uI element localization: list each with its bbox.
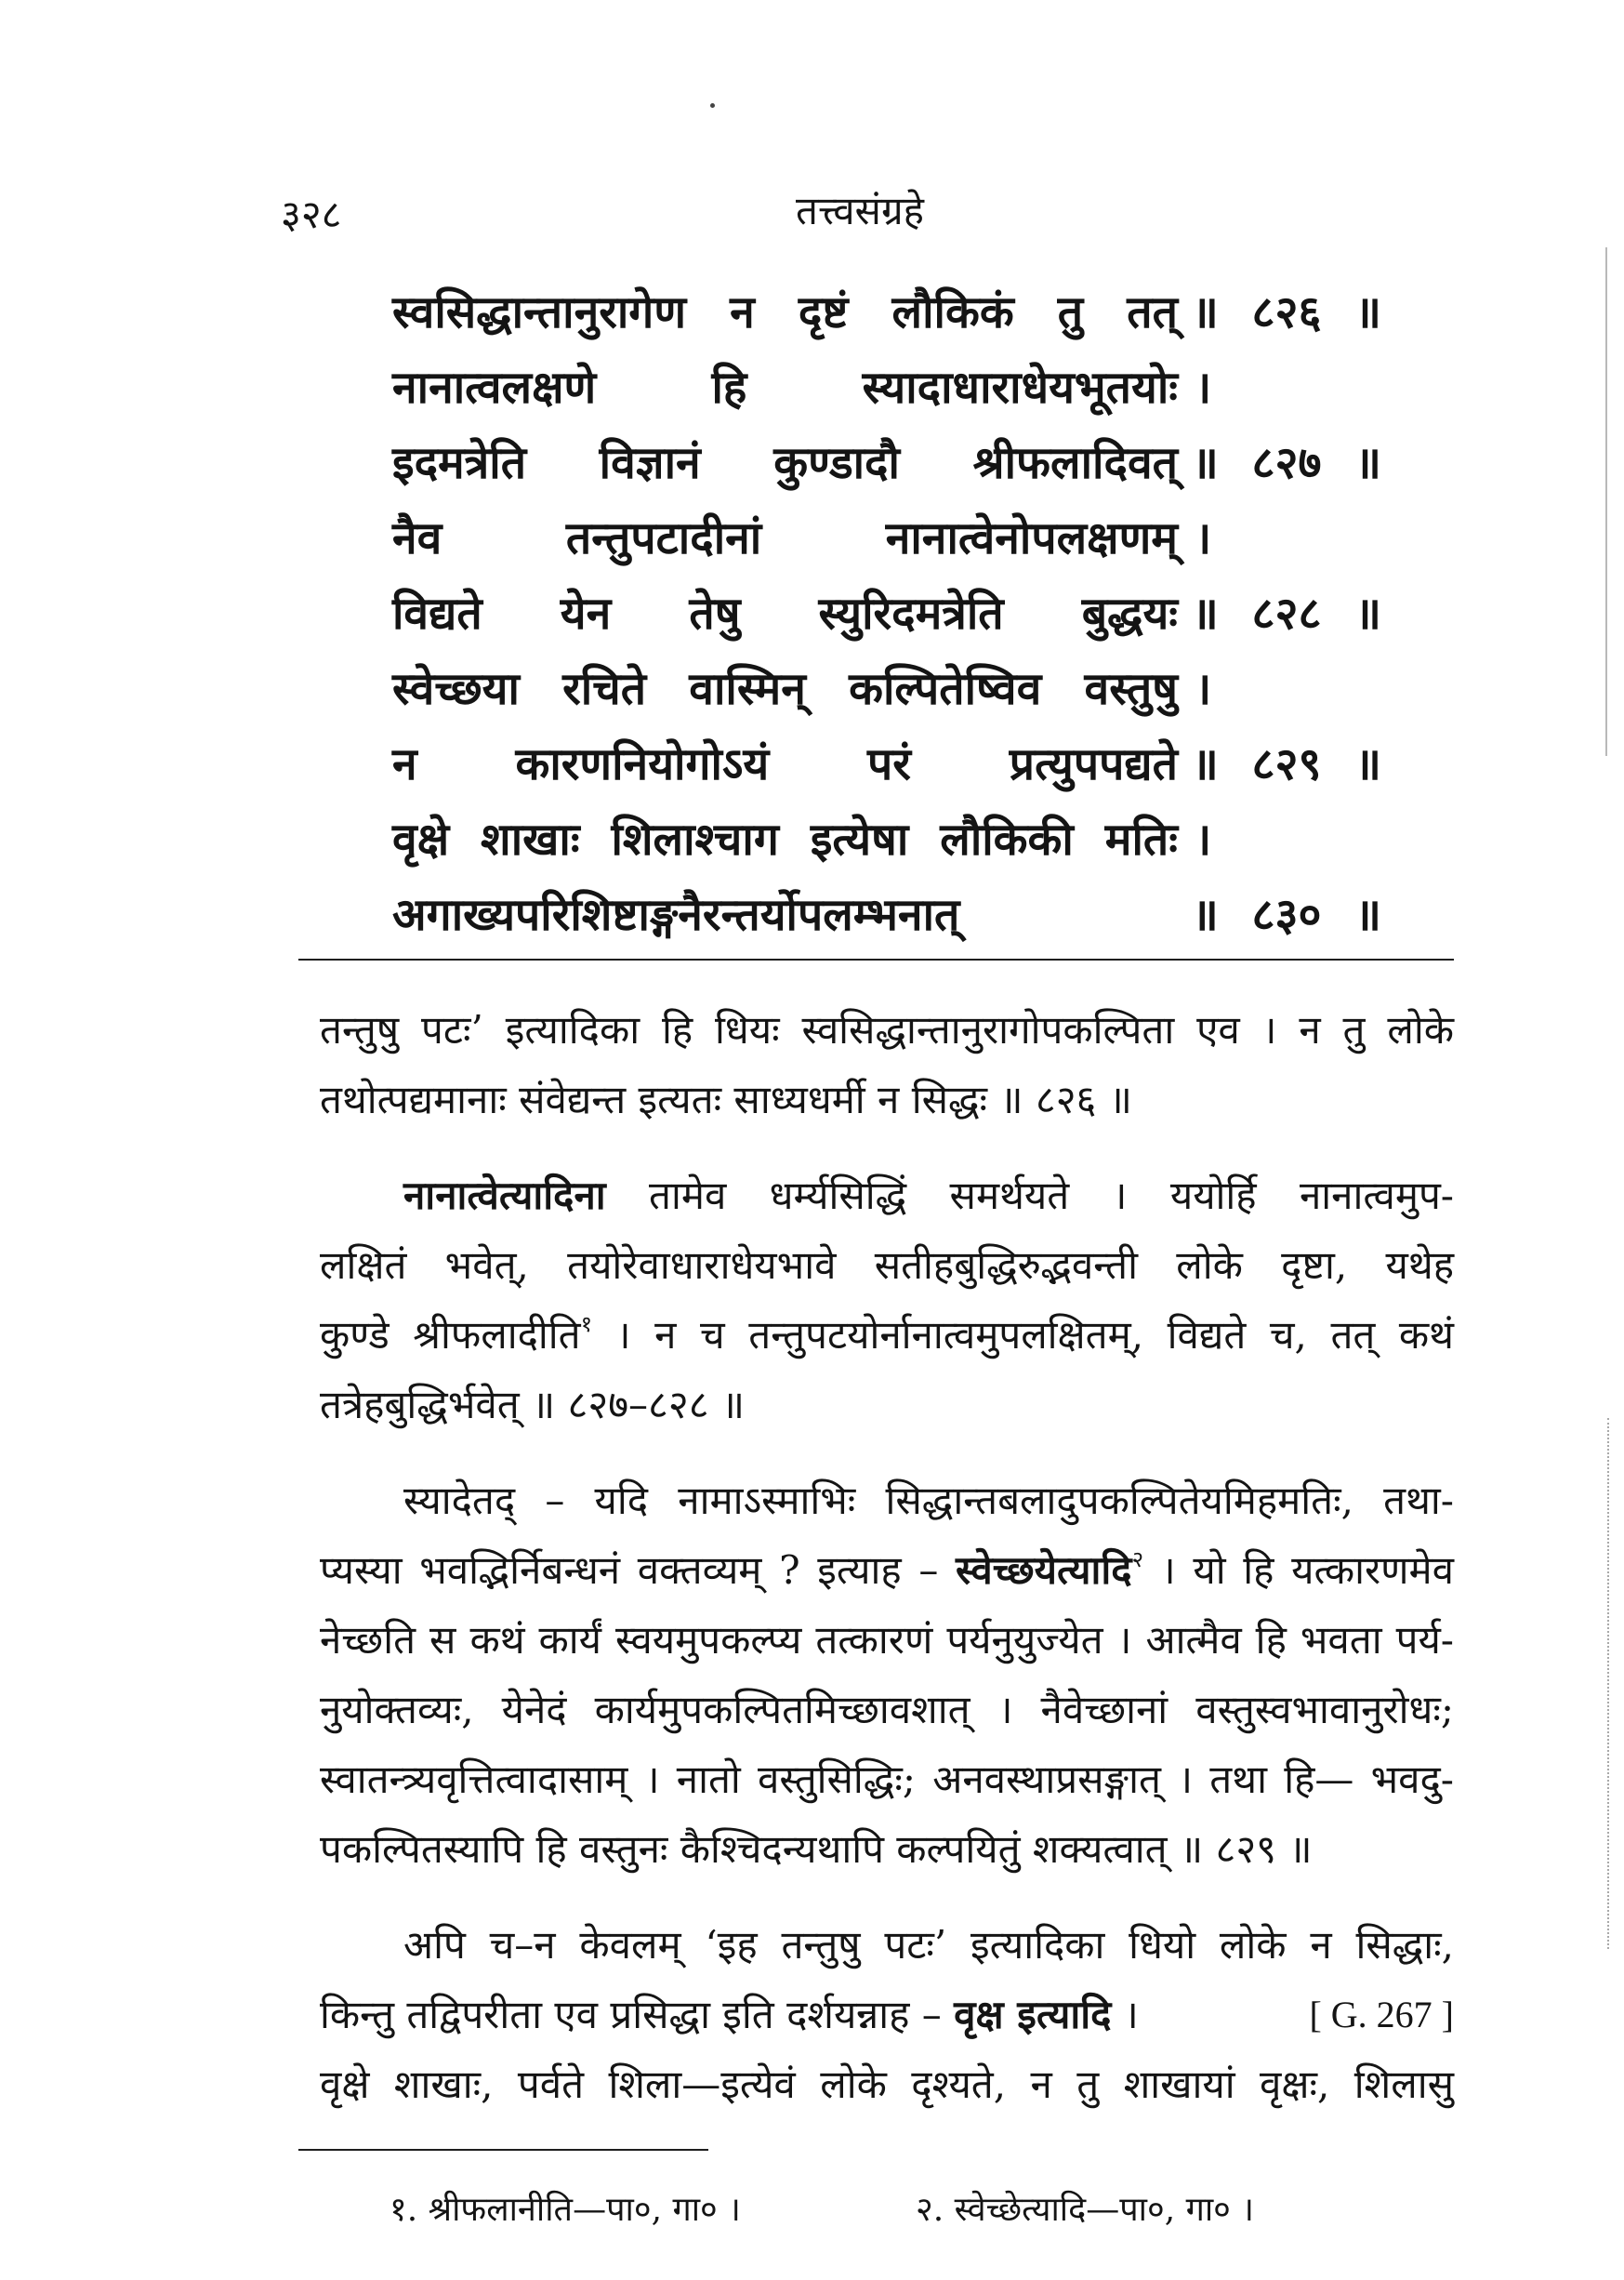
verse-number: ॥ ८२८ ॥ [1192, 588, 1381, 640]
footnote-marker: २ [1131, 1546, 1144, 1572]
verse-text: इदमत्रेति विज्ञानं कुण्डादौ श्रीफलादिवत् [392, 437, 1178, 489]
verse-line [392, 501, 1381, 577]
verse-number: ॥ ८२७ ॥ [1192, 437, 1381, 489]
lemma-word: नानात्वेत्यादिना [403, 1173, 606, 1218]
section-divider [298, 959, 1454, 961]
line-text: । [1123, 1992, 1139, 2037]
footnote-text: श्रीफलानीति—पा०, गा० । [428, 2191, 741, 2229]
scan-edge-mark [1605, 247, 1607, 756]
commentary-line: वृक्षे शाखाः, पर्वते शिला—इत्येवं लोके दृश्यते, न तु शाखायां वृक्षः, शिलासु [320, 2061, 1454, 2107]
footnote [916, 2187, 1436, 2234]
commentary-line: तत्रेहबुद्धिर्भवेत् ॥ ८२७–८२८ ॥ [320, 1382, 746, 1427]
commentary-line: लक्षितं भवेत्, तयोरेवाधाराधेयभावे सतीहबुद्धिरुद्भवन्ती लोके दृष्टा, यथेह [320, 1242, 1454, 1288]
verse-number: ॥ ८२९ ॥ [1192, 738, 1381, 790]
page-number: ३२८ [281, 192, 342, 237]
footnote-number: १. [389, 2191, 418, 2229]
commentary-paragraph [320, 995, 1454, 1134]
running-title: तत्त्वसंग्रहे [796, 188, 924, 233]
verse-line [392, 802, 1381, 878]
commentary-line: स्यादेतद् – यदि नामाऽस्माभिः सिद्धान्तबलादुपकल्पितेयमिहमतिः, तथा- [403, 1478, 1454, 1523]
verse-text: नानात्वलक्षणे हि स्यादाधाराधेयभूतयोः [392, 362, 1178, 414]
verse-danda: । [1195, 362, 1212, 414]
line-text: प्यस्या भवद्भिर्निबन्धनं वक्तव्यम् ? इत्याह – [320, 1547, 939, 1593]
verse-text: स्वेच्छया रचिते वास्मिन् कल्पितेष्विव वस्तुषु [392, 663, 1178, 715]
commentary-line [320, 1980, 1454, 2049]
commentary-line [320, 1300, 1454, 1370]
commentary-line: तन्तुषु पटः’ इत्यादिका हि धियः स्वसिद्धान्तानुरागोपकल्पिता एव । न तु लोके [320, 1007, 1454, 1053]
verse-danda: । [1195, 814, 1212, 866]
commentary-line: स्वातन्त्र्यवृत्तित्वादासाम् । नातो वस्तुसिद्धिः; अनवस्थाप्रसङ्गात् । तथा हि— भवदु- [320, 1756, 1454, 1802]
footnote [389, 2187, 873, 2234]
line-text: किन्तु तद्विपरीता एव प्रसिद्धा इति दर्शयन्नाह – [320, 1992, 942, 2037]
verse-line [392, 351, 1381, 426]
verse-line [392, 878, 1381, 953]
footnote-marker: १ [580, 1311, 593, 1337]
line-text: तामेव धर्म्यसिद्धिं समर्थयते । ययोर्हि नानात्वमुप- [649, 1173, 1454, 1218]
line-text: । न च तन्तुपटयोर्नानात्वमुपलक्षितम्, विद्यते च, तत् कथं [615, 1312, 1454, 1358]
verse-text: विद्यते येन तेषु स्युरिदमत्रेति बुद्धयः [392, 588, 1178, 640]
commentary-line: नेच्छति स कथं कार्यं स्वयमुपकल्प्य तत्कारणं पर्यनुयुज्येत । आत्मैव हि भवता पर्य- [320, 1617, 1454, 1663]
verse-text: न कारणनियोगोऽयं परं प्रत्युपपद्यते [392, 738, 1178, 790]
page-reference-marker: [ G. 267 ] [1309, 1994, 1454, 2035]
line-text: । यो हि यत्कारणमेव [1160, 1547, 1454, 1593]
lemma-word: वृक्ष इत्यादि [954, 1992, 1112, 2037]
scan-speck [710, 103, 715, 108]
verse-number: ॥ ८२६ ॥ [1192, 286, 1381, 338]
commentary-line [320, 1160, 1454, 1230]
verse-line [392, 652, 1381, 727]
verse-danda: । [1195, 512, 1212, 564]
footnote-number: २. [916, 2191, 944, 2229]
verse-line [392, 727, 1381, 802]
verse-text: स्वसिद्धान्तानुरागेण न दृष्टं लौकिकं तु तत् [392, 286, 1178, 338]
footnote-text: स्वेच्छेत्यादि—पा०, गा० । [954, 2191, 1254, 2229]
commentary-line: अपि च–न केवलम् ‘इह तन्तुषु पटः’ इत्यादिका धियो लोके न सिद्धाः, [403, 1922, 1454, 1968]
commentary-paragraph [320, 1465, 1454, 1884]
verse-line [392, 577, 1381, 652]
verse-block [392, 275, 1381, 953]
verse-danda: । [1195, 663, 1212, 715]
verse-text: अगाख्यपरिशिष्टाङ्गनैरन्तर्योपलम्भनात् [392, 889, 960, 941]
commentary-paragraph [320, 1160, 1454, 1439]
commentary-line: पकल्पितस्यापि हि वस्तुनः कैश्चिदन्यथापि कल्पयितुं शक्यत्वात् ॥ ८२९ ॥ [320, 1826, 1313, 1872]
commentary-line: नुयोक्तव्यः, येनेदं कार्यमुपकल्पितमिच्छावशात् । नैवेच्छानां वस्तुस्वभावानुरोधः; [320, 1687, 1454, 1732]
commentary-paragraph [320, 1910, 1454, 2119]
lemma-word: स्वेच्छयेत्यादि [956, 1547, 1132, 1593]
line-text: कुण्डे श्रीफलादीति [320, 1312, 581, 1358]
scan-edge-mark [1607, 1418, 1609, 1949]
verse-line [392, 275, 1381, 351]
verse-line [392, 426, 1381, 501]
verse-number: ॥ ८३० ॥ [1192, 889, 1381, 941]
verse-text: नैव तन्तुपटादीनां नानात्वेनोपलक्षणम् [392, 512, 1178, 564]
footnote-divider [298, 2149, 708, 2151]
commentary-line [320, 1535, 1454, 1605]
commentary [320, 995, 1454, 2119]
verse-text: वृक्षे शाखाः शिलाश्चाग इत्येषा लौकिकी मतिः [392, 814, 1178, 866]
commentary-line: तथोत्पद्यमानाः संवेद्यन्त इत्यतः साध्यधर्मी न सिद्धः ॥ ८२६ ॥ [320, 1077, 1132, 1122]
